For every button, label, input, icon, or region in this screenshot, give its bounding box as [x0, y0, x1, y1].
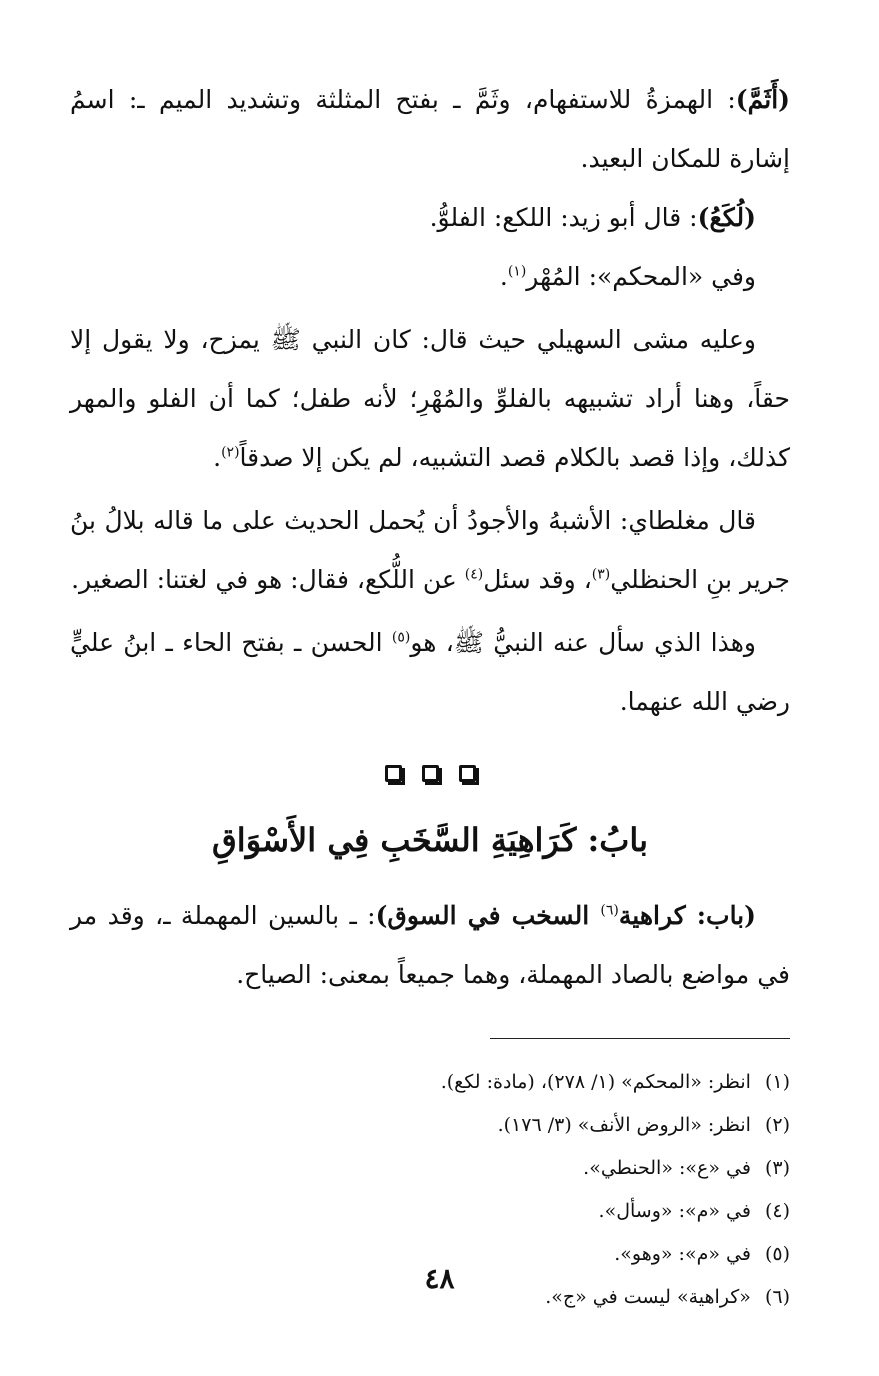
square-ornament-icon: [422, 765, 439, 782]
paragraph-suhaili: [70, 310, 790, 487]
footnote-ref-4: (٤): [464, 566, 484, 583]
paragraph-muhkam: [70, 247, 790, 306]
footnote-ref-1: (١): [507, 263, 527, 280]
paragraph-tail: .: [213, 443, 222, 472]
paragraph-text: وفي «المحكم»: المُهْر: [526, 262, 756, 291]
paragraph-hasan: [70, 613, 790, 731]
page-body: [70, 70, 790, 1319]
paragraph-text: قال مغلطاي: الأشبهُ والأجودُ أن يُحمل الحديث على ما قاله بلالُ بنُ جرير بنِ الحنظلي: [70, 506, 790, 594]
footnote-text: انظر: «المحكم» (١/ ٢٧٨)، (مادة: لكع).: [440, 1071, 751, 1093]
footnote-ref-2: (٢): [221, 444, 240, 461]
footnote-number: (٤): [764, 1200, 790, 1222]
footnote-ref-3: (٣): [591, 566, 611, 583]
paragraph-text: الحسن ـ بفتح الحاء ـ ابنُ عليٍّ رضي الله عنهما.: [70, 628, 790, 716]
paragraph-text: ، وقد سئل: [483, 565, 592, 594]
page-number: ٤٨: [424, 1262, 455, 1295]
paragraph-text: عن اللُّكع، فقال: هو في لغتنا: الصغير.: [71, 565, 465, 594]
square-ornament-icon: [385, 765, 402, 782]
footnote-divider: [490, 1038, 790, 1039]
footnote-number: (٥): [764, 1243, 790, 1265]
footnote-item: [70, 1104, 790, 1147]
footnote-number: (٦): [764, 1286, 790, 1308]
footnote-text: في «ع»: «الحنطي».: [583, 1157, 751, 1179]
paragraph-athamma: [70, 70, 790, 188]
paragraph-text: : الهمزةُ للاستفهام، وثَمَّ ـ بفتح المثلثة وتشديد الميم ـ: اسمُ إشارة للمكان البعيد.: [70, 85, 790, 173]
paragraph-text: : ـ بالسين المهملة ـ، وقد مر في مواضع بالصاد المهملة، وهما جميعاً بمعنى: الصياح.: [70, 901, 790, 989]
chapter-title: بابُ: كَرَاهِيَةِ السَّخَبِ فِي الأَسْوَاقِ: [211, 821, 649, 859]
paragraph-text: وعليه مشى السهيلي حيث قال: كان النبي ﷺ يمزح، ولا يقول إلا حقاً، وهنا أراد تشبيهه بالفلوِّ والمُهْرِ؛ لأنه طفل؛ كما أن الفلو والمهر كذلك، وإذا قصد بالكلام قصد التشبيه، لم يكن إلا صدقاً: [70, 325, 790, 472]
footnote-number: (٣): [764, 1157, 790, 1179]
paragraph-mughlatai: [70, 491, 790, 609]
square-ornament-icon: [459, 765, 476, 782]
paragraph-text: وهذا الذي سأل عنه النبيُّ ﷺ، هو: [410, 628, 756, 657]
paragraph-bab: [70, 886, 790, 1004]
footnote-item: [70, 1147, 790, 1190]
paragraph-tail: .: [499, 262, 508, 291]
footnote-text: انظر: «الروض الأنف» (٣/ ١٧٦).: [497, 1114, 751, 1136]
section-separator: [70, 765, 790, 782]
footnote-item: [70, 1061, 790, 1104]
term-athamma: (أَثَمَّ): [735, 85, 790, 114]
footnote-item: [70, 1190, 790, 1233]
footnote-number: (١): [764, 1071, 790, 1093]
footnote-number: (٢): [764, 1114, 790, 1136]
paragraph-text: : قال أبو زيد: اللكع: الفلوُّ.: [429, 203, 698, 232]
footnote-text: في «م»: «وسأل».: [598, 1200, 751, 1222]
footnote-ref-6: (٦): [600, 902, 619, 919]
footnote-ref-5: (٥): [391, 629, 411, 646]
paragraph-lukaa: [70, 188, 790, 247]
term-lukaa: (لُكَعُ): [697, 203, 756, 232]
footnote-text: «كراهية» ليست في «ج».: [545, 1286, 751, 1308]
term-bab: (باب: كراهية: [618, 901, 756, 930]
footnote-text: في «م»: «وهو».: [614, 1243, 751, 1265]
term-bab-rest: السخب في السوق): [375, 901, 601, 930]
